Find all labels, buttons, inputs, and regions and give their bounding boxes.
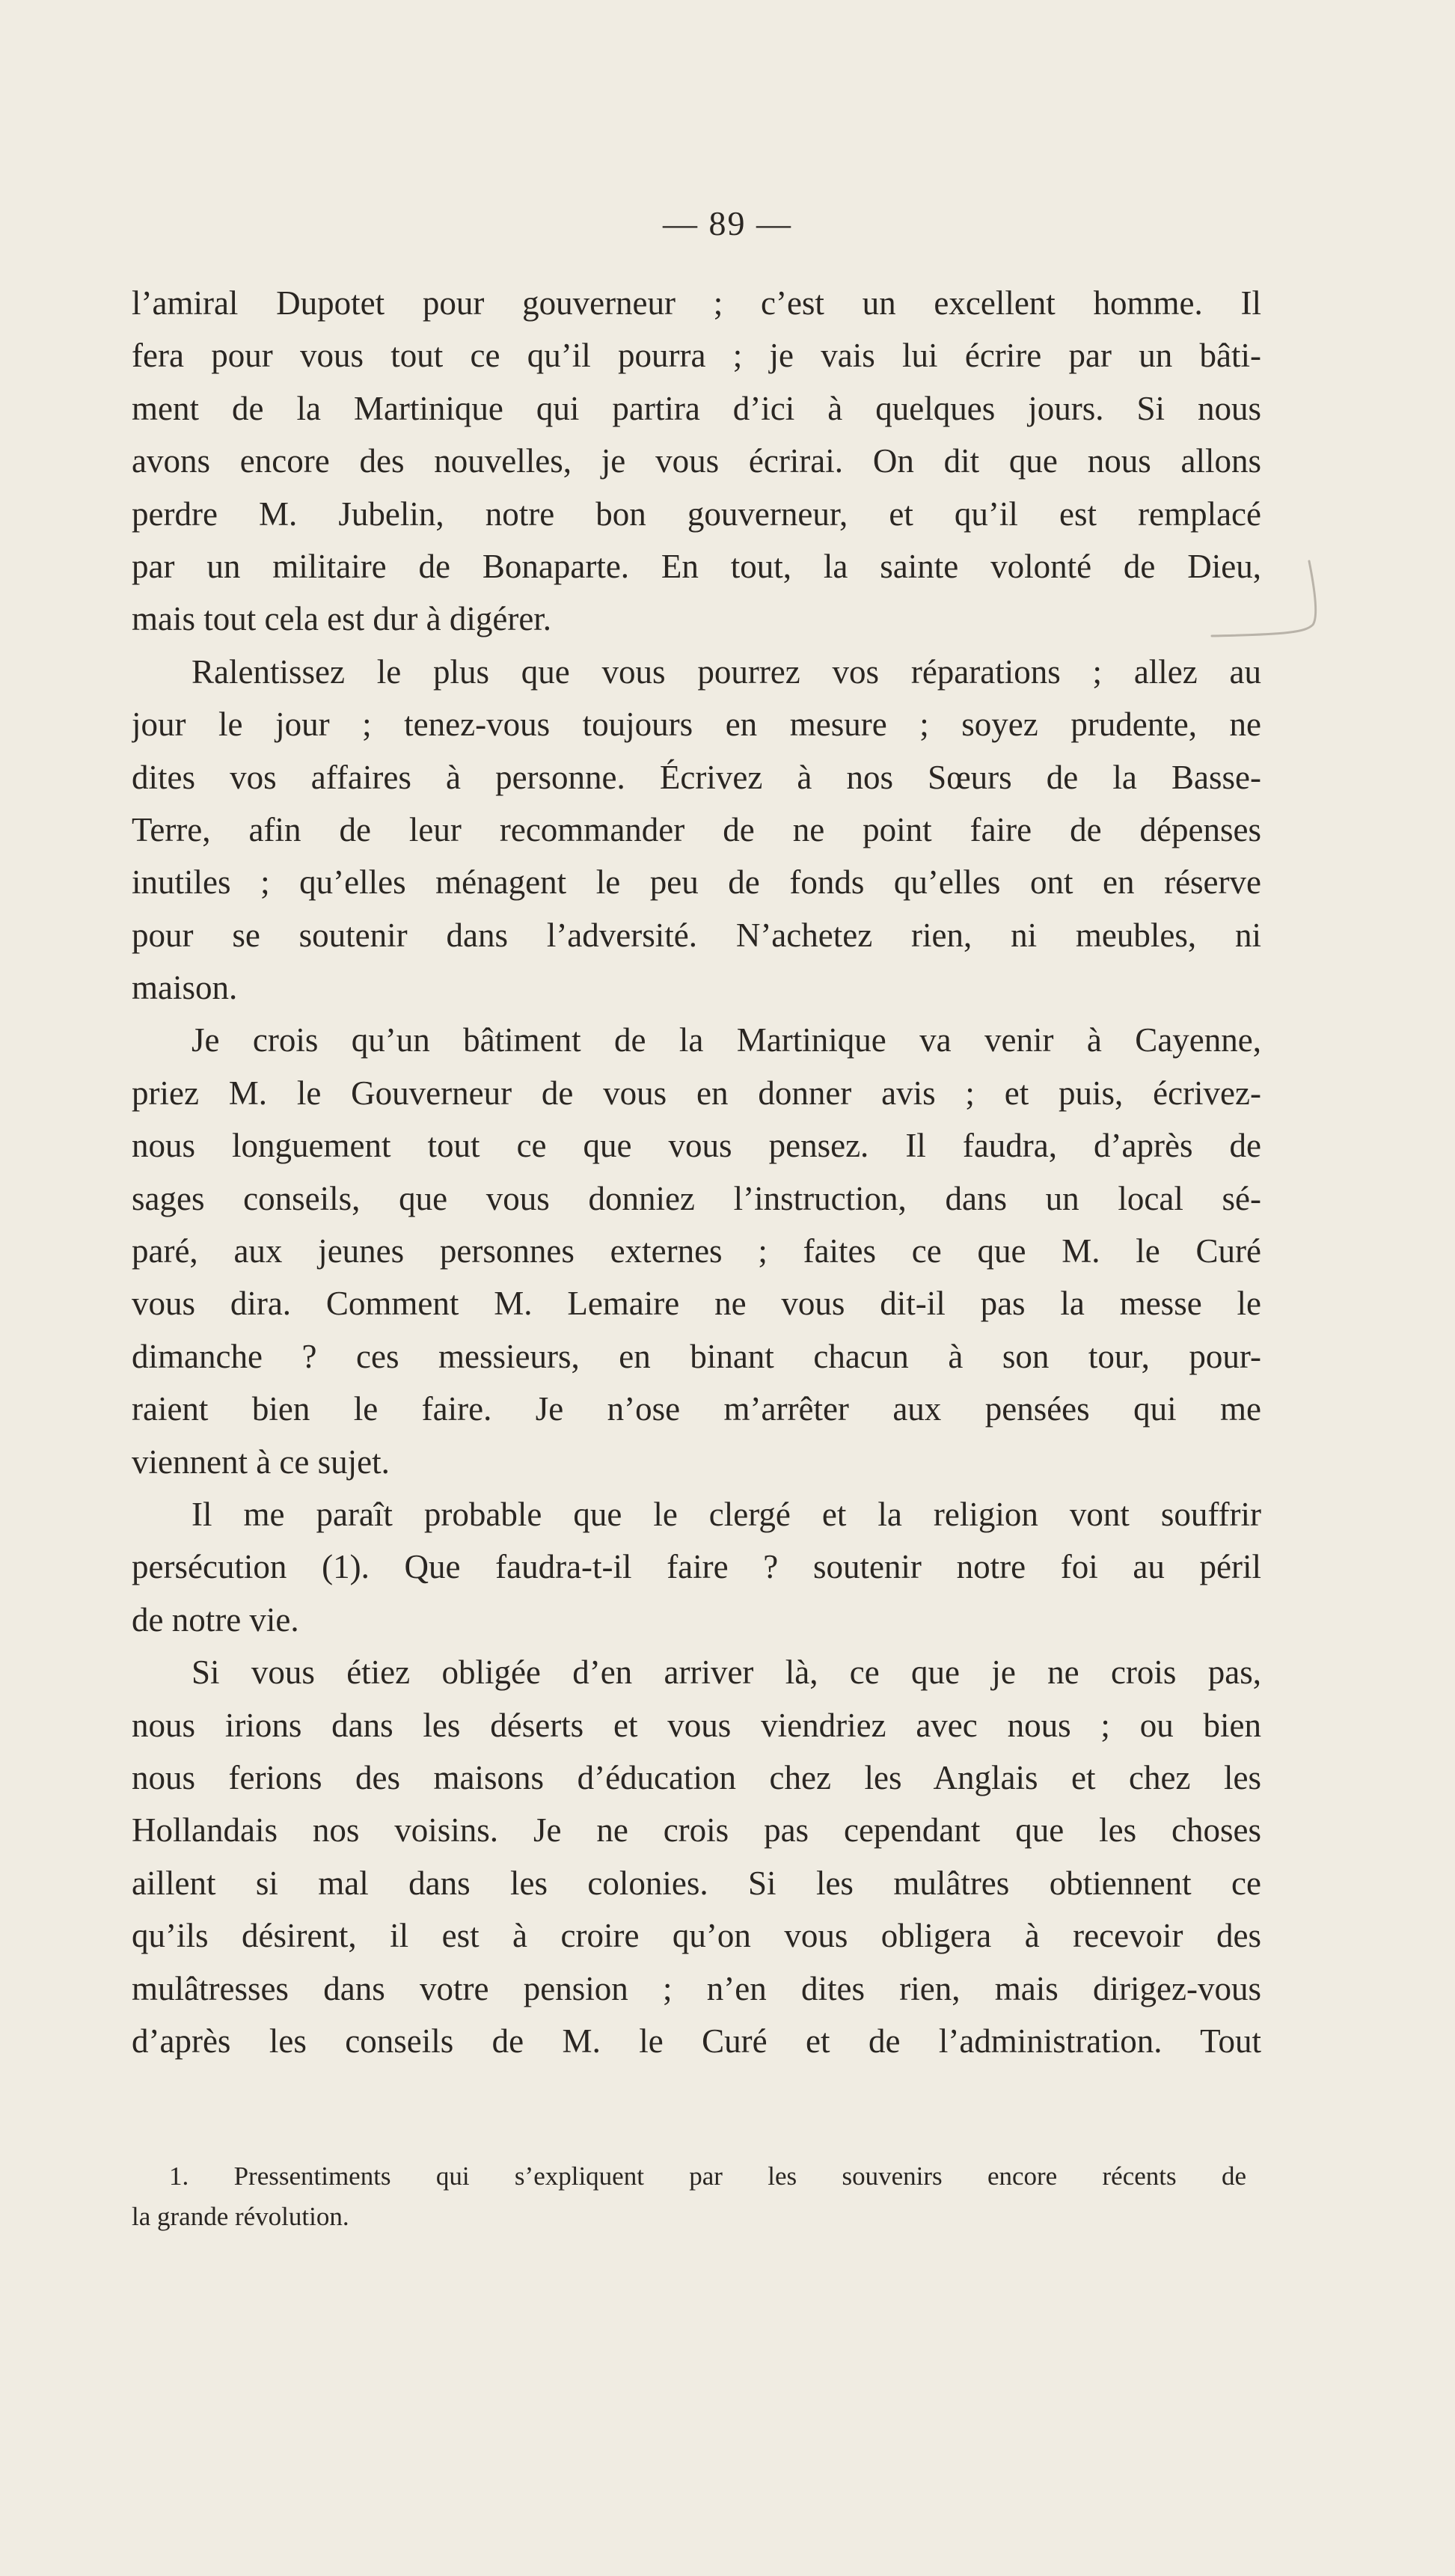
margin-pencil-mark	[1197, 539, 1347, 651]
text-line: mulâtresses dans votre pension ; n’en dites rien, mais dirigez-vous	[132, 1969, 1261, 2007]
text-line: aillent si mal dans les colonies. Si les mulâtres obtiennent ce	[132, 1864, 1261, 1902]
text-line: Il me paraît probable que le clergé et la religion vont souffrir	[192, 1495, 1261, 1533]
text-line: pour se soutenir dans l’adversité. N’achetez rien, ni meubles, ni	[132, 916, 1261, 954]
text-line: viennent à ce sujet.	[132, 1443, 390, 1481]
text-line: dimanche ? ces messieurs, en binant chacun à son tour, pour-	[132, 1337, 1261, 1375]
text-line: Terre, afin de leur recommander de ne point faire de dépenses	[132, 810, 1261, 848]
text-line: nous ferions des maisons d’éducation chez les Anglais et chez les	[132, 1758, 1261, 1796]
page-number: — 89 —	[663, 204, 792, 242]
text-line: par un militaire de Bonaparte. En tout, la sainte volonté de Dieu,	[132, 547, 1261, 585]
text-line: d’après les conseils de M. le Curé et de l’administration. Tout	[132, 2022, 1261, 2060]
text-line: paré, aux jeunes personnes externes ; faites ce que M. le Curé	[132, 1232, 1261, 1270]
text-line: sages conseils, que vous donniez l’instruction, dans un local sé-	[132, 1179, 1261, 1217]
text-line: mais tout cela est dur à digérer.	[132, 600, 552, 638]
text-line: persécution (1). Que faudra-t-il faire ? soutenir notre foi au péril	[132, 1548, 1261, 1586]
text-line: ment de la Martinique qui partira d’ici à quelques jours. Si nous	[132, 389, 1261, 427]
text-line: Ralentissez le plus que vous pourrez vos réparations ; allez au	[192, 652, 1261, 691]
text-line: avons encore des nouvelles, je vous écrirai. On dit que nous allons	[132, 442, 1261, 480]
text-line: Si vous étiez obligée d’en arriver là, ce que je ne crois pas,	[192, 1653, 1261, 1692]
text-line: Je crois qu’un bâtiment de la Martinique va venir à Cayenne,	[192, 1021, 1261, 1059]
body-text	[132, 277, 1261, 2067]
text-line: jour le jour ; tenez-vous toujours en mesure ; soyez prudente, ne	[132, 706, 1261, 744]
text-line: inutiles ; qu’elles ménagent le peu de fonds qu’elles ont en réserve	[132, 863, 1261, 902]
text-line: dites vos affaires à personne. Écrivez à nos Sœurs de la Basse-	[132, 758, 1261, 796]
footnote-line: 1. Pressentiments qui s’expliquent par les souvenirs encore récents de	[169, 2162, 1246, 2191]
footnote	[132, 2156, 1246, 2237]
text-line: raient bien le faire. Je n’ose m’arrêter aux pensées qui me	[132, 1390, 1261, 1428]
text-line: priez M. le Gouverneur de vous en donner avis ; et puis, écrivez-	[132, 1074, 1261, 1112]
text-line: l’amiral Dupotet pour gouverneur ; c’est un excellent homme. Il	[132, 284, 1261, 322]
text-line: perdre M. Jubelin, notre bon gouverneur, et qu’il est remplacé	[132, 495, 1261, 533]
text-line: Hollandais nos voisins. Je ne crois pas cependant que les choses	[132, 1811, 1261, 1850]
text-line: fera pour vous tout ce qu’il pourra ; je vais lui écrire par un bâti-	[132, 337, 1261, 375]
text-line: nous irions dans les déserts et vous viendriez avec nous ; ou bien	[132, 1706, 1261, 1744]
footnote-line: la grande révolution.	[132, 2202, 349, 2231]
text-line: qu’ils désirent, il est à croire qu’on vous obligera à recevoir des	[132, 1917, 1261, 1955]
text-line: vous dira. Comment M. Lemaire ne vous dit-il pas la messe le	[132, 1285, 1261, 1323]
text-line: de notre vie.	[132, 1600, 299, 1639]
text-line: nous longuement tout ce que vous pensez. Il faudra, d’après de	[132, 1127, 1261, 1165]
text-line: maison.	[132, 969, 238, 1007]
